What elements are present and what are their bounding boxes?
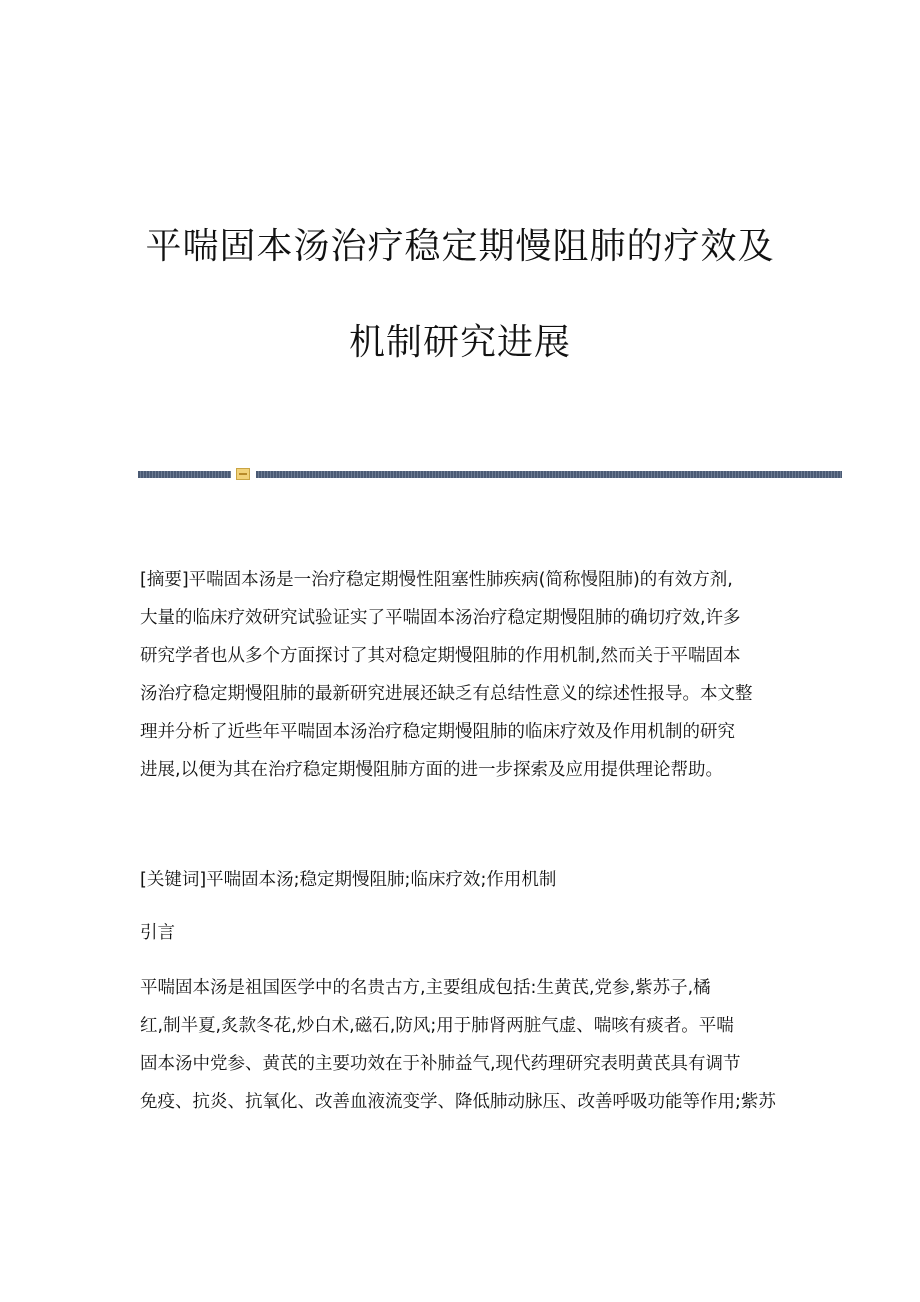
abstract-line: 进展,以便为其在治疗稳定期慢阻肺方面的进一步探索及应用提供理论帮助。 <box>140 760 724 780</box>
intro-line: 平喘固本汤是祖国医学中的名贵古方,主要组成包括:生黄芪,党参,紫苏子,橘 <box>140 978 711 998</box>
intro-heading <box>140 914 800 952</box>
abstract-line: 理并分析了近些年平喘固本汤治疗稳定期慢阻肺的临床疗效及作用机制的研究 <box>140 722 735 742</box>
title-divider <box>138 470 842 479</box>
abstract-line: 汤治疗稳定期慢阻肺的最新研究进展还缺乏有总结性意义的综述性报导。本文整 <box>140 684 753 704</box>
divider-bar-left <box>138 471 231 478</box>
intro-line: 免疫、抗炎、抗氧化、改善血液流变学、降低肺动脉压、改善呼吸功能等作用;紫苏 <box>140 1092 776 1112</box>
intro-paragraph <box>140 969 800 1121</box>
keywords-line: [关键词]平喘固本汤;稳定期慢阻肺;临床疗效;作用机制 <box>140 870 557 890</box>
divider-bar-right <box>256 471 842 478</box>
intro-line: 红,制半夏,炙款冬花,炒白术,磁石,防风;用于肺肾两脏气虚、喘咳有痰者。平喘 <box>140 1016 734 1036</box>
abstract-paragraph <box>140 561 800 789</box>
intro-heading-text: 引言 <box>140 923 175 943</box>
abstract-line: 研究学者也从多个方面探讨了其对稳定期慢阻肺的作用机制,然而关于平喘固本 <box>140 646 741 666</box>
intro-line: 固本汤中党参、黄芪的主要功效在于补肺益气,现代药理研究表明黄芪具有调节 <box>140 1054 741 1074</box>
document-title-line-1: 平喘固本汤治疗稳定期慢阻肺的疗效及 <box>145 226 775 267</box>
document-title-line-2: 机制研究进展 <box>348 322 571 363</box>
abstract-line: 大量的临床疗效研究试验证实了平喘固本汤治疗稳定期慢阻肺的确切疗效,许多 <box>140 608 741 628</box>
keywords-paragraph <box>140 861 800 899</box>
envelope-icon <box>236 468 250 480</box>
abstract-line: [摘要]平喘固本汤是一治疗稳定期慢性阻塞性肺疾病(简称慢阻肺)的有效方剂, <box>140 570 733 590</box>
